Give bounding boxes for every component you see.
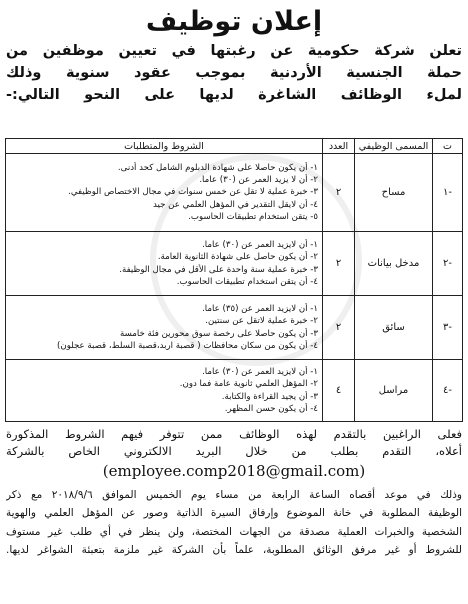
requirement-item: ٣- أن يكون حاصلا على رخصة سوق محورين فئة خامسة	[119, 328, 318, 339]
job-count: ٢	[323, 154, 355, 232]
job-title: مساح	[355, 154, 433, 232]
requirement-item: ١- أن لايزيد العمر عن (٣٠) عاما.	[202, 240, 318, 251]
job-requirements	[6, 154, 323, 232]
table-header-row	[6, 139, 463, 154]
job-title: مدخل بيانات	[355, 232, 433, 296]
row-number: -٢	[433, 232, 463, 296]
header-requirements: الشروط والمتطلبات	[6, 139, 323, 154]
header-number: ت	[433, 139, 463, 154]
closing-line: أعلاه، التقدم بطلب من خلال البريد الالكتروني الخاص بالشركة	[6, 444, 462, 458]
job-title: مراسل	[355, 360, 433, 422]
requirement-item: ١- أن لايزيد العمر عن (٣٠) عاما.	[202, 367, 318, 378]
requirement-item: ٢- خبرة عملية لاتقل عن سنتين.	[205, 316, 318, 327]
page-title: إعلان توظيف	[145, 6, 323, 37]
job-count: ٢	[323, 296, 355, 360]
job-requirements	[6, 296, 323, 360]
requirement-item: ٤- أن يتقن استخدام تطبيقات الحاسوب.	[176, 276, 318, 287]
notes-line: الشخصية والخبرات العملية مصدقة من الجهات المختصة، ولن ينظر في أي طلب غير مستوف	[6, 525, 462, 538]
job-count: ٢	[323, 232, 355, 296]
notes-line: وذلك في موعد أقصاه الساعة الرابعة من مساء يوم الخميس الموافق ٢٠١٨/٩/٦ مع ذكر	[6, 489, 462, 501]
requirement-item: ٣- أن يجيد القراءة والكتابة.	[221, 391, 318, 402]
requirement-item: ٤- أن يكون من سكان محافظات ( قصبة اربد،قصبة السلط، قصبة عجلون)	[57, 340, 318, 351]
requirement-item: ٢- المؤهل العلمي ثانوية عامة فما دون.	[179, 379, 318, 390]
intro-line: حملة الجنسية الأردنية بموجب عقود سنوية وذلك	[6, 65, 462, 81]
table-row	[6, 360, 463, 422]
job-title: سائق	[355, 296, 433, 360]
job-requirements	[6, 232, 323, 296]
row-number: -١	[433, 154, 463, 232]
requirement-item: ٢- أن لا يزيد العمر عن (٣٠) عاما.	[199, 175, 318, 186]
header-count: العدد	[323, 139, 355, 154]
header-job-title: المسمى الوظيفي	[355, 139, 433, 154]
intro-line: تعلن شركة حكومية عن رغبتها في تعيين موظفين من	[6, 43, 462, 59]
intro-line: لملء الوظائف الشاغرة لديها على النحو التالي:-	[6, 87, 462, 103]
requirement-item: ٤- أن يكون حسن المظهر.	[224, 403, 318, 414]
closing-line: فعلى الراغبين بالتقدم لهذه الوظائف ممن تتوفر فيهم الشروط المذكورة	[6, 427, 462, 441]
notes-line: الوظيفة المطلوبة في خانة الموضوع وإرفاق السيرة الذاتية وصور عن المؤهل العلمي والهوية	[6, 507, 462, 520]
requirement-item: ٣- خبرة عملية لا تقل عن خمس سنوات في مجال الاختصاص الوظيفي.	[68, 187, 318, 198]
requirement-item: ١- أن لايزيد العمر عن (٣٥) عاما.	[202, 304, 318, 315]
job-count: ٤	[323, 360, 355, 422]
requirement-item: ٣- خبرة عملية سنة واحدة على الأقل في مجال الوظيفة.	[119, 264, 318, 275]
row-number: -٣	[433, 296, 463, 360]
requirement-item: ٢- أن يكون حاصل على شهادة الثانوية العامة.	[157, 252, 318, 263]
contact-email: (employee.comp2018@gmail.com)	[102, 462, 366, 480]
table-row	[6, 154, 463, 232]
jobs-table	[5, 138, 463, 422]
requirement-item: ٤- أن لايقل التقدير في المؤهل العلمي عن جيد	[153, 199, 318, 210]
notes-line: للشروط أو غير مرفق الوثائق المطلوبة، علماً بأن الشركة غير ملزمة بتعبئة الشواغر لديها.	[6, 544, 462, 557]
row-number: -٤	[433, 360, 463, 422]
table-row	[6, 232, 463, 296]
table-row	[6, 296, 463, 360]
job-requirements	[6, 360, 323, 422]
requirement-item: ٥- يتقن استخدام تطبيقات الحاسوب.	[188, 211, 318, 222]
requirement-item: ١- أن يكون حاصلا على شهادة الدبلوم الشامل كحد أدنى.	[117, 162, 318, 173]
deadline-notes	[6, 486, 462, 560]
closing-paragraph	[6, 426, 462, 460]
intro-paragraph	[0, 40, 468, 106]
